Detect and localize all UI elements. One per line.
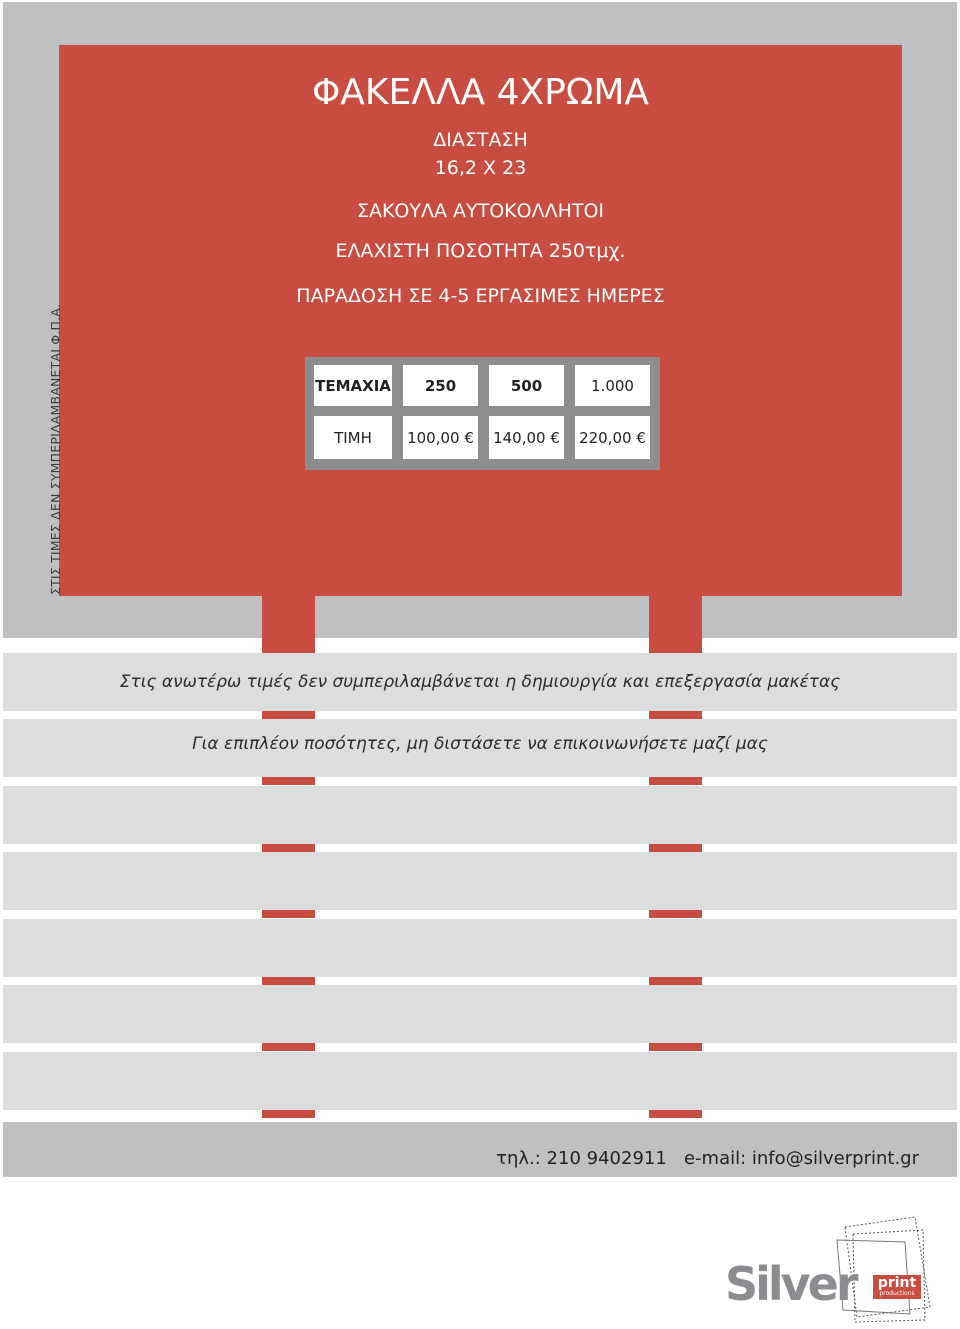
- divider-dash: [262, 777, 315, 785]
- divider-dash: [649, 844, 702, 852]
- right-pillar: [649, 596, 702, 653]
- qty-cell: 500: [489, 365, 564, 406]
- divider-dash: [262, 977, 315, 985]
- qty-cell: 250: [403, 365, 478, 406]
- price-cell: 140,00 €: [489, 416, 564, 459]
- left-pillar: [262, 596, 315, 653]
- note-text-2: Για επιπλέον ποσότητες, μη διστάσετε να επικοινωνήσετε μαζί μας: [192, 734, 768, 754]
- logo-badge-text: print: [877, 1275, 917, 1291]
- dimension-label: ΔΙΑΣΤΑΣΗ: [433, 129, 528, 151]
- divider-dash: [649, 711, 702, 719]
- empty-band: [3, 1052, 957, 1110]
- empty-band: [3, 919, 957, 977]
- empty-band: [3, 852, 957, 910]
- divider-dash: [649, 1043, 702, 1051]
- divider-dash: [649, 910, 702, 918]
- divider-dash: [649, 1110, 702, 1118]
- divider-dash: [262, 844, 315, 852]
- contact-footer: [3, 1122, 957, 1177]
- price-cell: 220,00 €: [575, 416, 650, 459]
- price-table: [305, 357, 660, 470]
- price-header: ΤΙΜΗ: [314, 416, 392, 459]
- logo-wordmark: Silver: [725, 1257, 856, 1311]
- product-title: ΦΑΚΕΛΛΑ 4ΧΡΩΜΑ: [311, 72, 650, 113]
- qty-cell: 1.000: [575, 365, 650, 406]
- contact-info: τηλ.: 210 9402911 e-mail: info@silverprint.gr: [496, 1148, 919, 1169]
- silverprint-logo: [725, 1212, 945, 1327]
- logo-badge: [873, 1275, 921, 1299]
- empty-band: [3, 786, 957, 844]
- divider-dash: [262, 1043, 315, 1051]
- divider-dash: [649, 777, 702, 785]
- price-cell: 100,00 €: [403, 416, 478, 459]
- vat-note-vertical: ΣΤΙΣ ΤΙΜΕΣ ΔΕΝ ΣΥΜΠΕΡΙΛΑΜΒΑΝΕΤΑΙ Φ.Π.Α.: [48, 303, 63, 595]
- divider-dash: [262, 711, 315, 719]
- delivery-time: ΠΑΡΑΔΟΣΗ ΣΕ 4-5 ΕΡΓΑΣΙΜΕΣ ΗΜΕΡΕΣ: [296, 285, 665, 307]
- dimension-value: 16,2 Χ 23: [434, 157, 527, 179]
- red-header-panel: [59, 45, 902, 596]
- divider-dash: [649, 977, 702, 985]
- divider-dash: [262, 910, 315, 918]
- note-text-1: Στις ανωτέρω τιμές δεν συμπεριλαμβάνεται η δημιουργία και επεξεργασία μακέτας: [119, 672, 841, 692]
- divider-dash: [262, 1110, 315, 1118]
- qty-header: ΤΕΜΑΧΙΑ: [314, 365, 392, 406]
- minimum-quantity: ΕΛΑΧΙΣΤΗ ΠΟΣΟΤΗΤΑ 250τμχ.: [335, 240, 626, 262]
- empty-band: [3, 985, 957, 1043]
- product-type: ΣΑΚΟΥΛΑ ΑΥΤΟΚΟΛΛΗΤΟΙ: [356, 200, 605, 222]
- logo-badge-sub: productions: [879, 1290, 915, 1297]
